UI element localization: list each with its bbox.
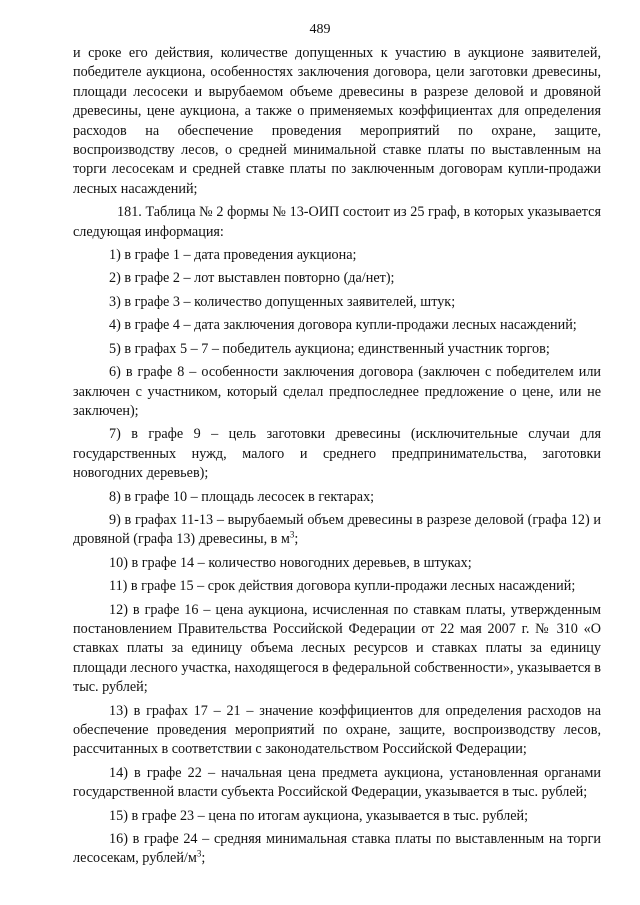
document-body	[73, 44, 601, 869]
list-item-16	[73, 830, 601, 869]
list-item-5: 5) в графах 5 – 7 – победитель аукциона; единственный участник торгов;	[109, 340, 550, 357]
list-item-3: 3) в графе 3 – количество допущенных заявителей, штук;	[109, 293, 456, 310]
list-item-16-text: 16) в графе 24 – средняя минимальная ставка платы по выставленным на торги лесосекам, рублей/м	[73, 831, 601, 867]
list-item-15: 15) в графе 23 – цена по итогам аукциона, указывается в тыс. рублей;	[109, 807, 529, 824]
superscript-3: 3	[196, 848, 202, 859]
list-item-2: 2) в графе 2 – лот выставлен повторно (да/нет);	[109, 270, 395, 287]
list-item-13: 13) в графах 17 – 21 – значение коэффициентов для определения расходов на обеспечение проведения мероприятий по охране, защите, воспроизводству лесов, рассчитанных в соответствии с законодательством Российской Федерации;	[73, 702, 601, 758]
list-item-10: 10) в графе 14 – количество новогодних деревьев, в штуках;	[109, 554, 472, 571]
page-number: 489	[309, 22, 331, 37]
list-item-6: 6) в графе 8 – особенности заключения договора (заключен с победителем или заключен с участником, который сделал предпоследнее предложение о цене, или не заключен);	[73, 364, 601, 419]
list-item-4: 4) в графе 4 – дата заключения договора купли-продажи лесных насаждений;	[109, 317, 577, 334]
list-item-9	[73, 511, 601, 550]
list-item-12: 12) в графе 16 – цена аукциона, исчисленная по ставкам платы, утвержденным постановлением Правительства Российской Федерации от 22 мая 2007 г. № 310 «О ставках платы за единицу объема лесных ресурсов и ставках платы за единицу площади лесного участка, находящегося в федеральной собственности», указывается в тыс. рублей;	[73, 601, 601, 696]
paragraph-181: 181. Таблица № 2 формы № 13-ОИП состоит из 25 граф, в которых указывается следующая информация:	[73, 204, 601, 240]
list-item-9-end: ;	[294, 531, 299, 548]
intro-paragraph: и сроке его действия, количестве допущенных к участию в аукционе заявителей, победителе аукциона, особенностях заключения договора, цели заготовки древесины, площади лесосеки и вырубаемом объеме древесины в разрезе деловой и дровяной древесины, цене аукциона, а также о применяемых коэффициентах для определения расходов на обеспечение проведения мероприятий по охране, защите, воспроизводству лесов, о средней минимальной ставке платы по выставленным на торги лесосекам и средней ставке платы по заключенным договорам купли-продажи лесных насаждений;	[73, 45, 601, 197]
list-item-11: 11) в графе 15 – срок действия договора купли-продажи лесных насаждений;	[109, 578, 576, 595]
list-item-14: 14) в графе 22 – начальная цена предмета аукциона, установленная органами государственной власти субъекта Российской Федерации, указывается в тыс. рублей;	[73, 764, 601, 801]
list-item-7: 7) в графе 9 – цель заготовки древесины (исключительные случаи для государственных нужд, малого и среднего предпринимательства, заготовки новогодних деревьев);	[73, 426, 601, 482]
list-item-9-text: 9) в графах 11-13 – вырубаемый объем древесины в разрезе деловой (графа 12) и дровяной (графа 13) древесины, в м	[73, 511, 601, 548]
list-item-1: 1) в графе 1 – дата проведения аукциона;	[109, 247, 357, 264]
list-item-8: 8) в графе 10 – площадь лесосек в гектарах;	[109, 488, 375, 505]
list-item-16-end: ;	[201, 850, 206, 867]
superscript-3: 3	[289, 529, 295, 540]
